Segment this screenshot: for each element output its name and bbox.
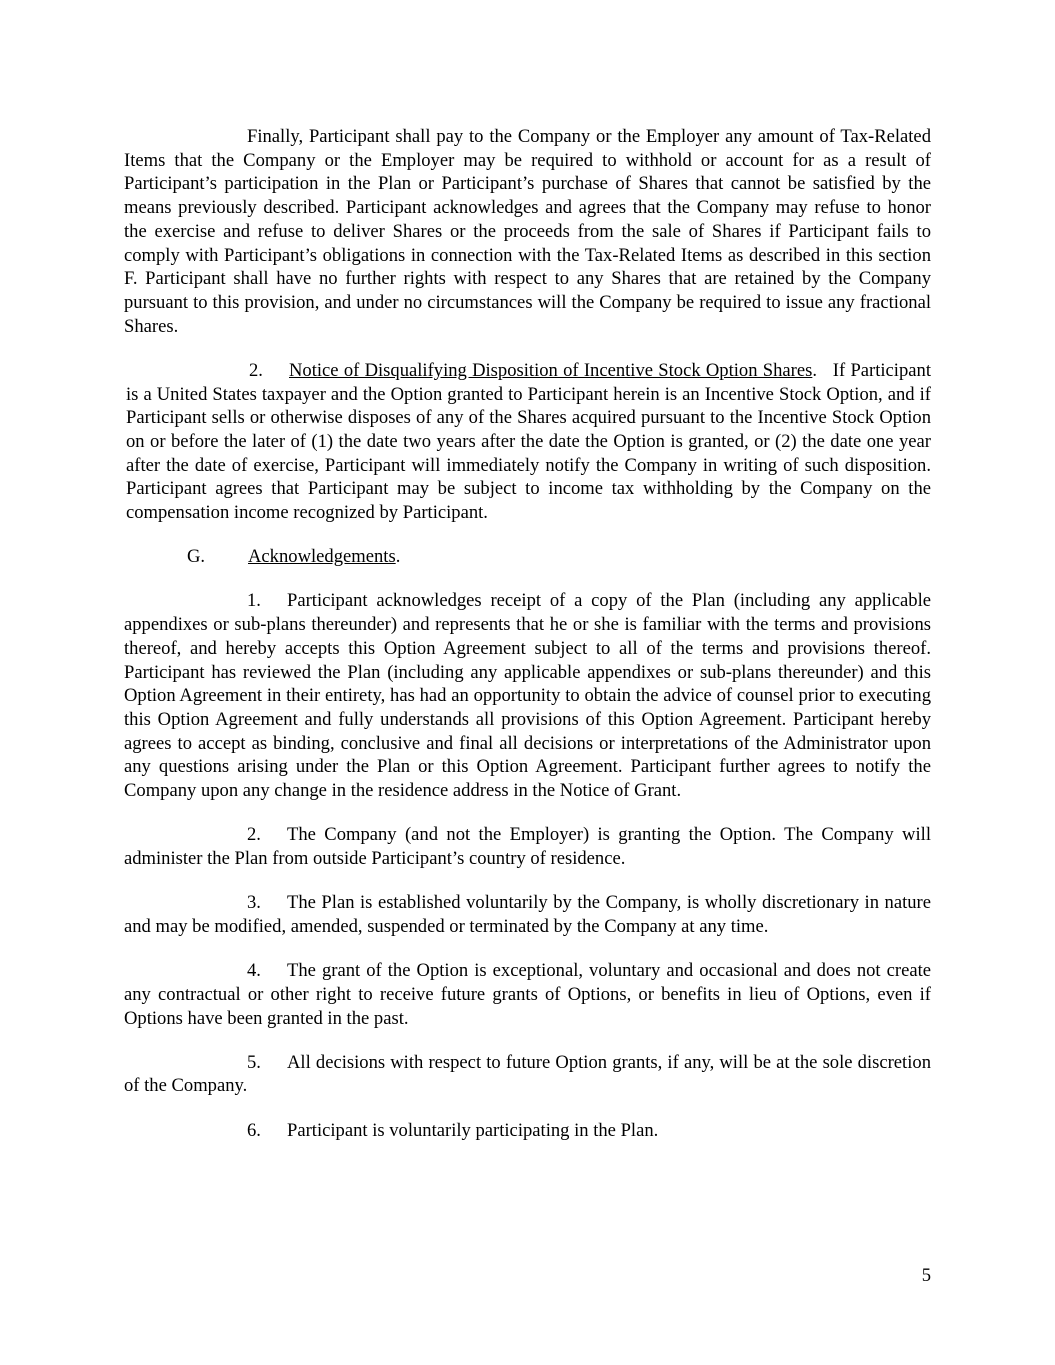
section-title-period: . bbox=[395, 546, 401, 568]
item-number: 5. bbox=[247, 1051, 261, 1073]
acknowledgement-item-1 bbox=[124, 589, 931, 802]
item-number: 6. bbox=[247, 1119, 261, 1141]
item-text: All decisions with respect to future Option grants, if any, will be at the sole discretion of the Company. bbox=[124, 1051, 931, 1097]
item-body: If Participant is a United States taxpayer and the Option granted to Participant herein is an Incentive Stock Option, and if Participant sells or otherwise disposes of any of the Shares acquired pursuant to the Incentive Stock Option on or before the later of (1) the date two years after the date the Option is granted, or (2) the date one year after the date of exercise, Participant will immediately notify the Company in writing of such disposition. Participant agrees that Participant may be subject to income tax withholding by the Company on the compensation income recognized by Participant. bbox=[126, 359, 931, 524]
item-text: The Plan is established voluntarily by the Company, is wholly discretionary in nature and may be modified, amended, suspended or terminated by the Company at any time. bbox=[124, 892, 931, 937]
acknowledgement-item-3 bbox=[124, 891, 931, 938]
item-heading: Notice of Disqualifying Disposition of Incentive Stock Option Shares bbox=[289, 359, 813, 381]
item-number: 3. bbox=[247, 892, 261, 914]
item-text: The Company (and not the Employer) is granting the Option. The Company will administer the Plan from outside Participant’s country of residence. bbox=[124, 824, 931, 869]
item-number: 2. bbox=[249, 359, 263, 381]
document-page bbox=[124, 125, 931, 1163]
acknowledgement-item-5 bbox=[124, 1051, 931, 1098]
item-number: 2. bbox=[247, 824, 261, 846]
section-letter: G. bbox=[187, 546, 206, 568]
acknowledgement-item-4 bbox=[124, 959, 931, 1030]
item-text: The grant of the Option is exceptional, voluntary and occasional and does not create any contractual or other right to receive future grants of Options, or benefits in lieu of Options, even if Options have been granted in the past. bbox=[124, 960, 931, 1029]
paragraph-disqualifying-disposition bbox=[124, 359, 931, 525]
paragraph-tax-related-items: Finally, Participant shall pay to the Company or the Employer any amount of Tax-Related Items that the Company or the Employer may be required to withhold or account for as a result of Participant’s participation in the Plan or Participant’s purchase of Shares that cannot be satisfied by the means previously described. Participant acknowledges and agrees that the Company may refuse to honor the exercise and refuse to deliver Shares or the proceeds from the sale of Shares if Participant fails to comply with Participant’s obligations in connection with the Tax-Related Items as described in this section F. Participant shall have no further rights with respect to any Shares that are retained by the Company pursuant to this provision, and under no circumstances will the Company be required to issue any fractional Shares. bbox=[124, 126, 931, 337]
section-title: Acknowledgements bbox=[248, 546, 396, 568]
item-text: Participant is voluntarily participating in the Plan. bbox=[287, 1119, 659, 1141]
section-heading-acknowledgements bbox=[124, 545, 931, 569]
item-number: 1. bbox=[247, 590, 261, 612]
page-number: 5 bbox=[921, 1265, 931, 1286]
item-text: Participant acknowledges receipt of a copy of the Plan (including any applicable appendixes or sub-plans thereunder) and represents that he or she is familiar with the terms and provisions thereof, and hereby accepts this Option Agreement subject to all of the terms and provisions thereof. Participant has reviewed the Plan (including any applicable appendixes or sub-plans thereunder) and this Option Agreement in their entirety, has had an opportunity to obtain the advice of counsel prior to executing this Option Agreement and fully understands all provisions of this Option Agreement. Participant hereby agrees to accept as binding, conclusive and final all decisions or interpretations of the Administrator upon any questions arising under the Plan or this Option Agreement. Participant further agrees to notify the Company upon any change in the residence address in the Notice of Grant. bbox=[124, 590, 931, 802]
item-number: 4. bbox=[247, 960, 261, 982]
acknowledgement-item-2 bbox=[124, 823, 931, 870]
item-heading-period: . bbox=[812, 359, 818, 381]
acknowledgement-item-6 bbox=[124, 1119, 931, 1143]
